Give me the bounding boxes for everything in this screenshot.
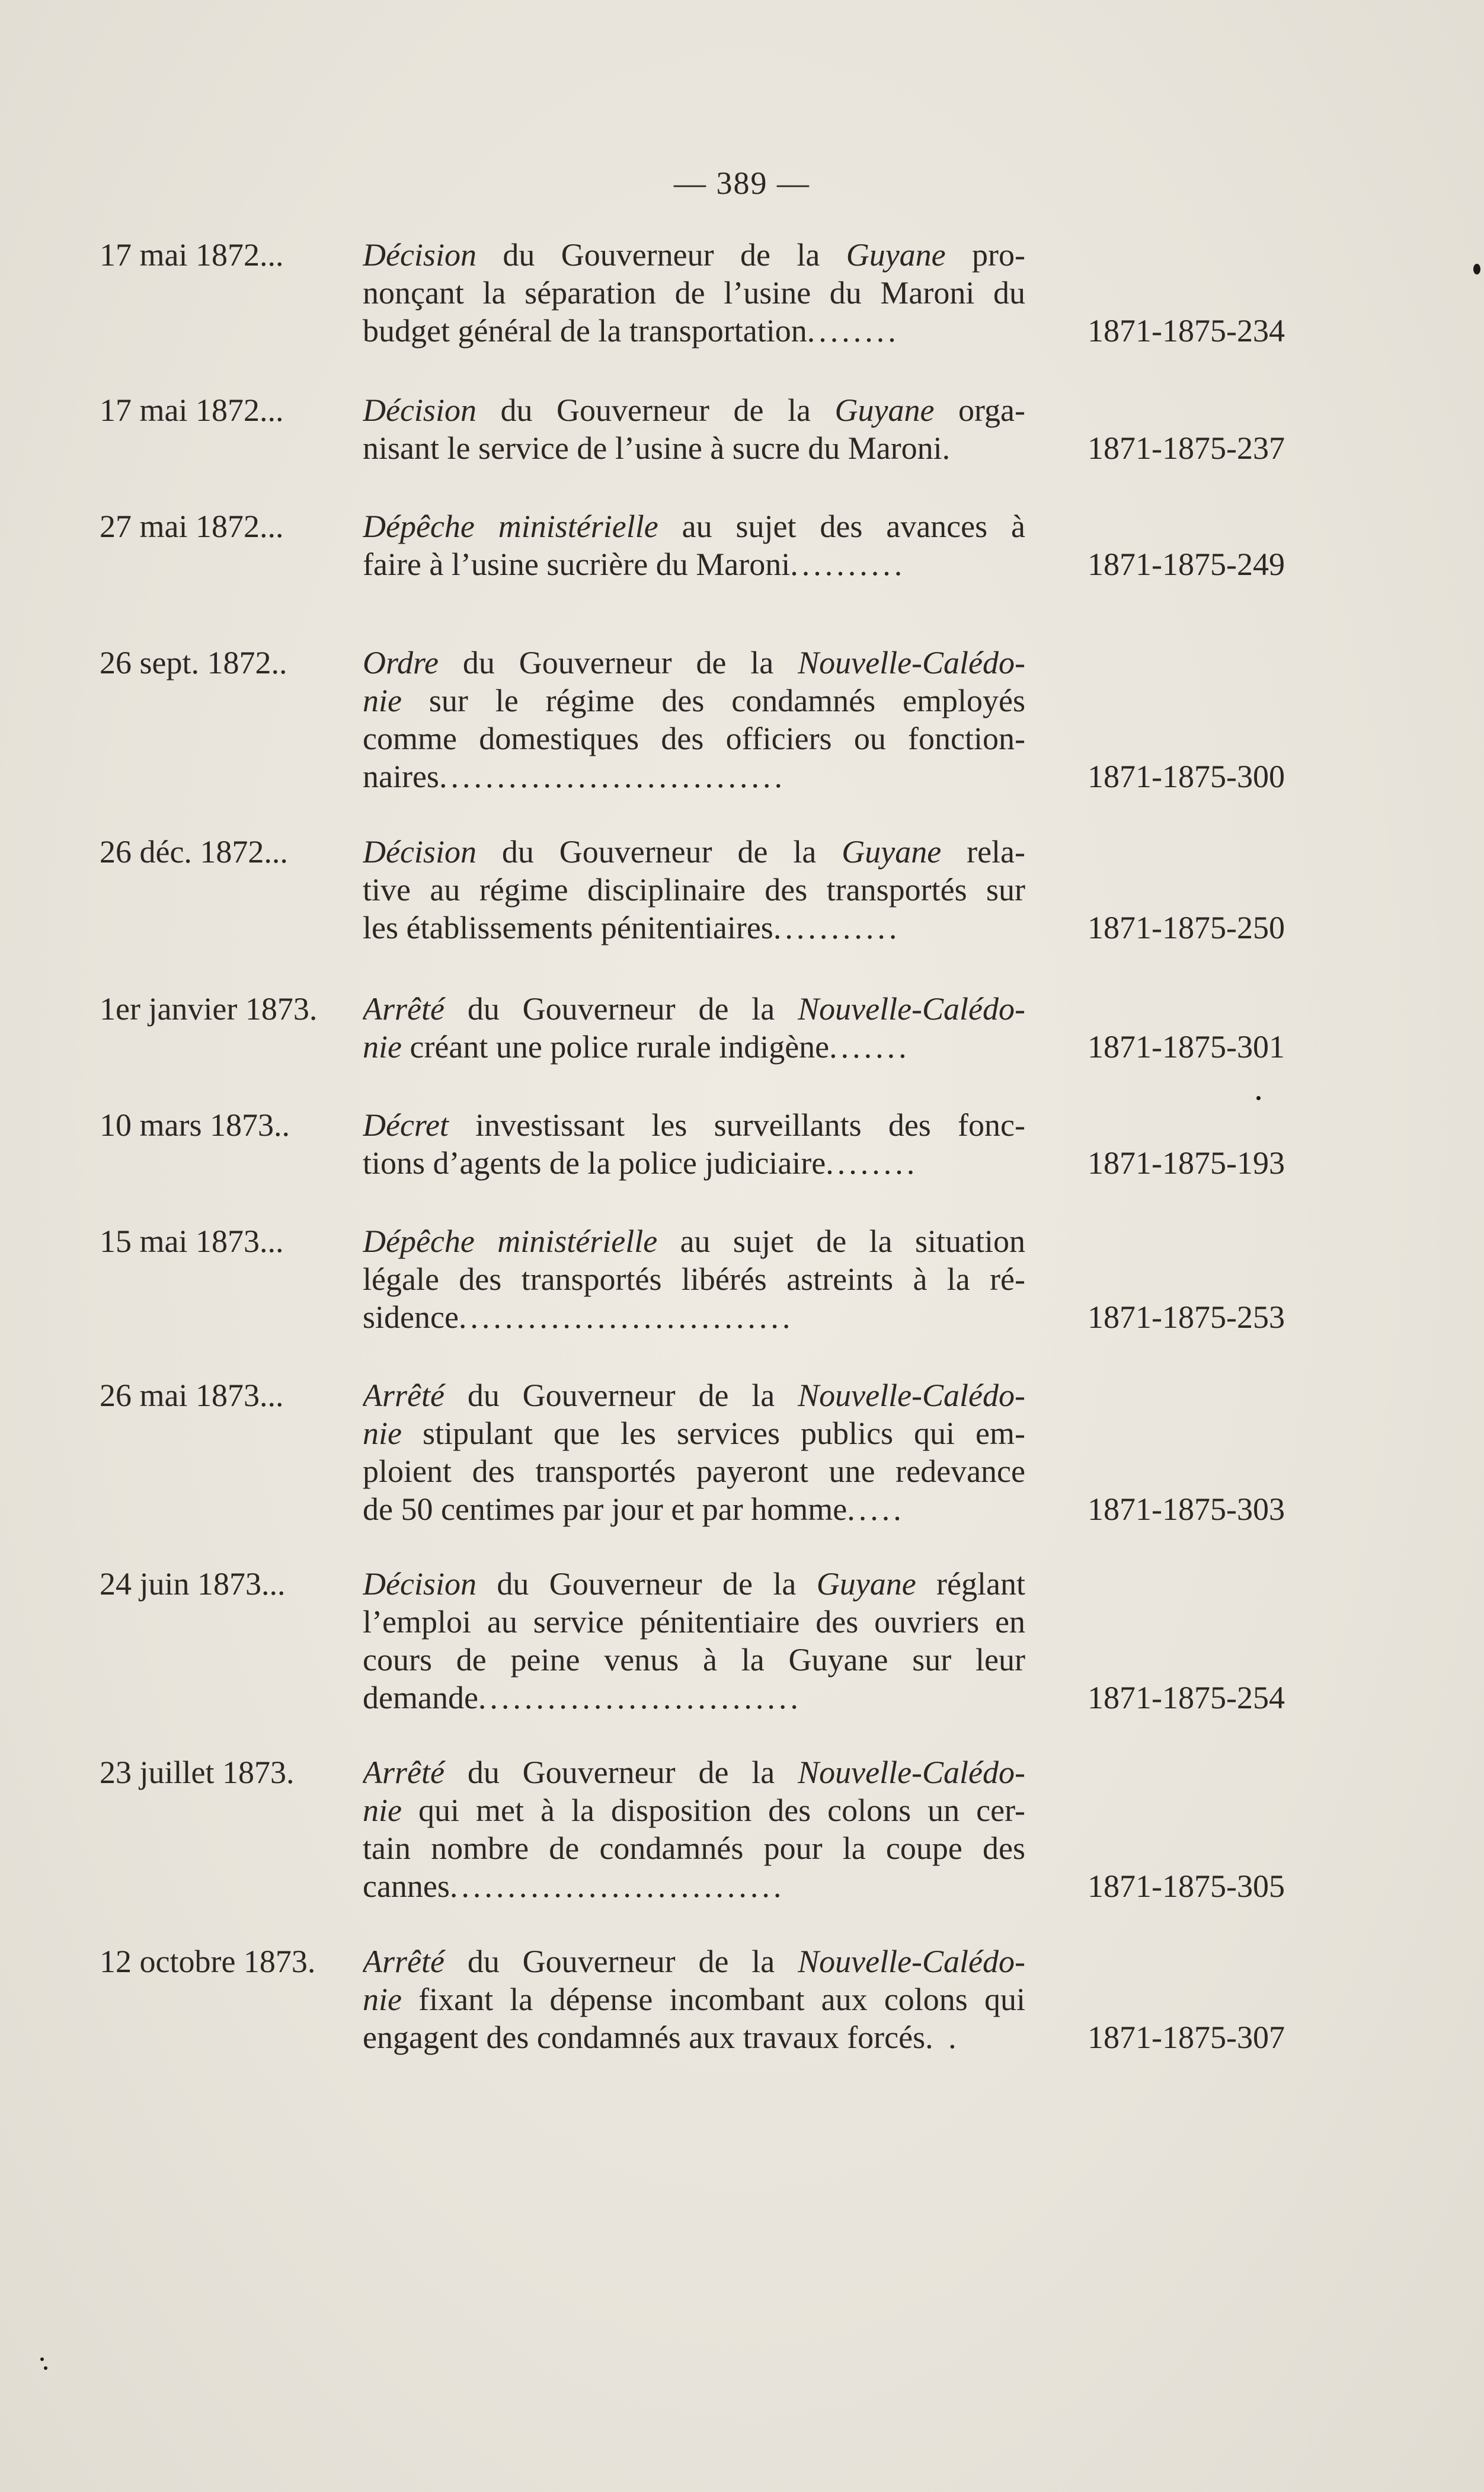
text-run: réglant (916, 1566, 1025, 1602)
text-run: du Gouverneur de la (476, 237, 846, 273)
entry-date: 23 juillet 1873. (100, 1755, 295, 1790)
text-run: du Gouverneur de la (444, 1378, 798, 1413)
dot-leader: .............................. (439, 759, 786, 794)
text-run: stipulant que les services publics qui em- (401, 1416, 1025, 1451)
italic-term: Nouvelle-Calédo- (798, 991, 1025, 1027)
text-run: tions d’agents de la police judiciaire (363, 1145, 826, 1181)
italic-term: Arrêté (363, 1755, 444, 1790)
italic-term: Guyane (842, 834, 942, 870)
italic-term: Guyane (834, 392, 935, 428)
dot-leader: ............................. (449, 1868, 785, 1904)
entry-reference: 1871-1875-237 (1088, 430, 1285, 466)
description-line (363, 1260, 1025, 1298)
italic-term: nie (363, 1793, 402, 1828)
dot-leader: ............................. (458, 1299, 794, 1335)
italic-term: Guyane (816, 1566, 916, 1602)
description-line (363, 1222, 1025, 1260)
ink-speck (1256, 1096, 1261, 1100)
description-line (363, 871, 1025, 909)
text-run: au sujet de la situation (657, 1223, 1025, 1259)
text-run: du Gouverneur de la (476, 1566, 817, 1602)
italic-term: nie (363, 683, 402, 718)
entry-reference: 1871-1875-193 (1088, 1145, 1285, 1181)
description-line (363, 1867, 1025, 1905)
entry-date: 26 sept. 1872.. (100, 645, 287, 680)
entry-reference: 1871-1875-301 (1088, 1029, 1285, 1065)
text-run: cours de peine venus à la Guyane sur leur (363, 1642, 1025, 1678)
text-run: du Gouverneur de la (444, 1755, 798, 1790)
entry-reference: 1871-1875-253 (1088, 1299, 1285, 1335)
dot-leader: ............................ (478, 1680, 802, 1715)
italic-term: Dépêche ministérielle (363, 1223, 658, 1259)
dot-leader: ....... (829, 1029, 910, 1065)
entry-description (363, 990, 1025, 1066)
ink-speck (40, 2357, 44, 2361)
italic-term: Guyane (846, 237, 946, 273)
entry-date: 26 mai 1873... (100, 1378, 284, 1413)
entry-date: 17 mai 1872... (100, 237, 284, 273)
dot-leader: ..... (847, 1491, 905, 1527)
text-run: les établissements pénitentiaires (363, 910, 773, 945)
description-line (363, 312, 1025, 350)
description-line (363, 274, 1025, 312)
italic-term: nie (363, 1982, 402, 2017)
text-run: qui met à la disposition des colons un cer- (401, 1793, 1025, 1828)
description-line (363, 833, 1025, 871)
italic-term: Décision (363, 392, 476, 428)
text-run: cannes (363, 1868, 450, 1904)
entry-reference: 1871-1875-250 (1088, 910, 1285, 945)
dot-leader: ........ (807, 313, 900, 349)
entry-description (363, 833, 1025, 947)
entry-description (363, 1753, 1025, 1905)
text-run: budget général de la transportation (363, 313, 807, 349)
description-line (363, 236, 1025, 274)
dot-leader: ........ (826, 1145, 919, 1181)
entry-reference: 1871-1875-234 (1088, 313, 1285, 349)
description-line (363, 909, 1025, 947)
text-run: tain nombre de condamnés pour la coupe des (363, 1830, 1025, 1866)
description-line (363, 990, 1025, 1028)
description-line (363, 507, 1025, 545)
description-line (363, 1943, 1025, 1980)
italic-term: nie (363, 1416, 402, 1451)
text-run: fixant la dépense incombant aux colons qui (401, 1982, 1025, 2017)
text-run: du Gouverneur de la (476, 392, 835, 428)
text-run: légale des transportés libérés astreints à la ré- (363, 1261, 1025, 1297)
italic-term: Nouvelle-Calédo- (798, 1378, 1025, 1413)
entry-date: 24 juin 1873... (100, 1566, 286, 1602)
description-line (363, 1298, 1025, 1336)
dot-leader: .......... (790, 547, 906, 582)
entry-date: 1er janvier 1873. (100, 991, 318, 1027)
description-line (363, 1791, 1025, 1829)
italic-term: Nouvelle-Calédo- (798, 1755, 1025, 1790)
text-run: l’emploi au service pénitentiaire des ouvriers en (363, 1604, 1025, 1640)
text-run: rela- (941, 834, 1025, 870)
text-run: du Gouverneur de la (444, 1944, 798, 1979)
text-run: du Gouverneur de la (444, 991, 798, 1027)
ink-speck (44, 2366, 47, 2370)
text-run: demande (363, 1680, 478, 1715)
entry-date: 10 mars 1873.. (100, 1107, 290, 1143)
italic-term: Nouvelle-Calédo- (798, 645, 1025, 680)
text-run: nonçant la séparation de l’usine du Maroni du (363, 275, 1025, 311)
dot-leader: . . (925, 2020, 960, 2055)
italic-term: nie (363, 1029, 402, 1065)
entry-description (363, 644, 1025, 795)
entry-description (363, 1376, 1025, 1528)
description-line (363, 720, 1025, 758)
entry-reference: 1871-1875-300 (1088, 759, 1285, 794)
description-line (363, 1144, 1025, 1182)
description-line (363, 1490, 1025, 1528)
entry-reference: 1871-1875-303 (1088, 1491, 1285, 1527)
description-line (363, 429, 1025, 467)
description-line (363, 1603, 1025, 1641)
italic-term: Décision (363, 1566, 476, 1602)
entry-reference: 1871-1875-249 (1088, 547, 1285, 582)
entry-description (363, 1222, 1025, 1336)
text-run: de 50 centimes par jour et par homme (363, 1491, 847, 1527)
description-line (363, 644, 1025, 682)
text-run: du Gouverneur de la (476, 834, 842, 870)
entry-date: 17 mai 1872... (100, 392, 284, 428)
italic-term: Ordre (363, 645, 439, 680)
entry-description (363, 1106, 1025, 1182)
description-line (363, 1829, 1025, 1867)
description-line (363, 1753, 1025, 1791)
text-run: pro- (945, 237, 1025, 273)
italic-term: Arrêté (363, 1378, 444, 1413)
italic-term: Décision (363, 834, 476, 870)
entry-reference: 1871-1875-307 (1088, 2020, 1285, 2055)
text-run: comme domestiques des officiers ou fonction- (363, 721, 1025, 756)
italic-term: Arrêté (363, 991, 444, 1027)
description-line (363, 545, 1025, 583)
text-run: investissant les surveillants des fonc- (448, 1107, 1025, 1143)
entry-date: 27 mai 1872... (100, 509, 284, 544)
entry-date: 26 déc. 1872... (100, 834, 288, 870)
entry-reference: 1871-1875-305 (1088, 1868, 1285, 1904)
text-run: nisant le service de l’usine à sucre du Maroni. (363, 430, 951, 466)
entry-description (363, 391, 1025, 467)
text-run: sidence (363, 1299, 459, 1335)
entry-description (363, 236, 1025, 350)
description-line (363, 1106, 1025, 1144)
description-line (363, 1028, 1025, 1066)
entry-reference: 1871-1875-254 (1088, 1680, 1285, 1715)
text-run: orga- (934, 392, 1025, 428)
italic-term: Nouvelle-Calédo- (798, 1944, 1025, 1979)
description-line (363, 1376, 1025, 1414)
description-line (363, 1452, 1025, 1490)
italic-term: Décision (363, 237, 476, 273)
description-line (363, 1679, 1025, 1717)
text-run: naires (363, 759, 439, 794)
text-run: au sujet des avances à (658, 509, 1025, 544)
text-run: du Gouverneur de la (439, 645, 798, 680)
description-line (363, 682, 1025, 720)
description-line (363, 1565, 1025, 1603)
text-run: créant une police rurale indigène (401, 1029, 830, 1065)
italic-term: Dépêche ministérielle (363, 509, 658, 544)
italic-term: Arrêté (363, 1944, 444, 1979)
entry-description (363, 1565, 1025, 1717)
ink-speck (1473, 264, 1480, 274)
italic-term: Décret (363, 1107, 449, 1143)
description-line (363, 391, 1025, 429)
entry-date: 15 mai 1873... (100, 1223, 284, 1259)
description-line (363, 1641, 1025, 1679)
dot-leader: ........... (773, 910, 901, 945)
description-line (363, 1980, 1025, 2018)
text-run: tive au régime disciplinaire des transportés sur (363, 872, 1025, 908)
entry-description (363, 507, 1025, 583)
text-run: ploient des transportés payeront une redevance (363, 1453, 1025, 1489)
entry-date: 12 octobre 1873. (100, 1944, 316, 1979)
text-run: sur le régime des condamnés employés (401, 683, 1025, 718)
page-number: — 389 — (674, 165, 810, 201)
text-run: faire à l’usine sucrière du Maroni (363, 547, 791, 582)
description-line (363, 758, 1025, 795)
description-line (363, 1414, 1025, 1452)
description-line (363, 2018, 1025, 2056)
text-run: engagent des condamnés aux travaux forcés (363, 2020, 926, 2055)
entry-description (363, 1943, 1025, 2056)
